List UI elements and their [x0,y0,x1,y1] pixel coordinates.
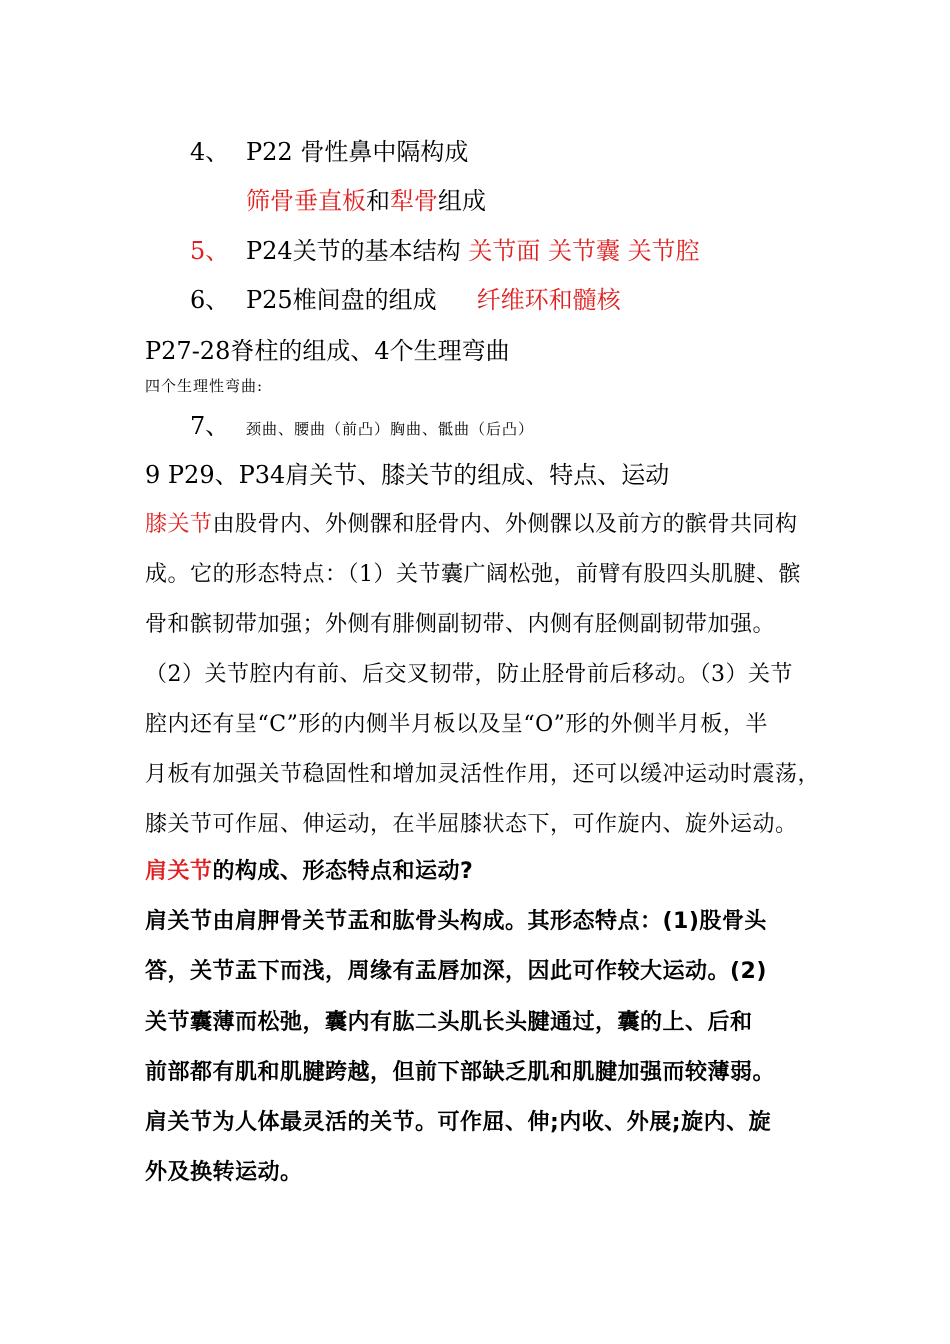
item-text: 颈曲、腰曲（前凸）胸曲、骶曲（后凸） [246,420,535,438]
knee-line-2: 成。它的形态特点：（1）关节囊广阔松弛，前臂有股四头肌腱、髌 [145,562,801,587]
item-6 [190,288,621,312]
item-text: P25椎间盘的组成 [246,286,437,314]
answer-term: 犁骨 [390,187,438,215]
knee-line-5: 腔内还有呈“C”形的内侧半月板以及呈“O”形的外侧半月板，半 [145,712,768,737]
knee-line-6: 月板有加强关节稳固性和增加灵活性作用，还可以缓冲运动时震荡， [145,762,821,787]
knee-line-4: （2）关节腔内有前、后交叉韧带，防止胫骨前后移动。（3）关节 [145,662,793,687]
knee-text: 由股骨内、外侧髁和胫骨内、外侧髁以及前方的髌骨共同构 [212,512,798,537]
answer-term: 筛骨垂直板 [246,187,366,215]
answer-text: 组成 [438,187,486,215]
item-5 [190,239,700,263]
item-text: P22 骨性鼻中隔构成 [246,138,469,166]
item-7 [190,414,534,438]
shoulder-line-1: 肩关节由肩胛骨关节盂和肱骨头构成。其形态特点：(1)股骨头 [145,909,767,934]
item-number: 6、 [190,286,230,314]
shoulder-line-6: 外及换转运动。 [145,1160,303,1185]
answer-text: 和 [366,187,390,215]
knee-line-1 [145,514,798,536]
shoulder-term: 肩关节 [145,859,213,884]
item-9-heading: 9 P29、P34肩关节、膝关节的组成、特点、运动 [145,461,670,489]
shoulder-question-text: 的构成、形态特点和运动? [212,859,474,884]
knee-line-3: 骨和髌韧带加强；外侧有腓侧副韧带、内侧有胫侧副韧带加强。 [145,612,776,637]
knee-line-7: 膝关节可作屈、伸运动，在半屈膝状态下，可作旋内、旋外运动。 [145,812,798,837]
shoulder-line-2: 答，关节盂下而浅，周缘有盂唇加深，因此可作较大运动。(2) [145,959,767,984]
spine-heading: P27-28脊柱的组成、4个生理弯曲 [145,337,510,365]
knee-term: 膝关节 [145,512,213,537]
item-number: 7、 [190,412,230,440]
shoulder-line-3: 关节囊薄而松弛，囊内有肱二头肌长头腱通过，囊的上、后和 [145,1010,753,1035]
shoulder-question [145,861,473,883]
shoulder-line-4: 前部都有肌和肌腱跨越，但前下部缺乏肌和肌腱加强而较薄弱。 [145,1060,776,1085]
item-answer: 纤维环和髓核 [476,286,621,314]
item-number: 5、 [190,237,230,265]
shoulder-line-5: 肩关节为人体最灵活的关节。可作屈、伸;内收、外展;旋内、旋 [145,1110,772,1135]
item-4 [190,140,468,164]
spine-subheading: 四个生理性弯曲: [145,377,264,395]
item-text: P24关节的基本结构 [246,237,461,265]
item-answer: 关节面 关节囊 关节腔 [468,237,700,265]
item-number: 4、 [190,138,230,166]
item-4-answer [246,189,486,213]
